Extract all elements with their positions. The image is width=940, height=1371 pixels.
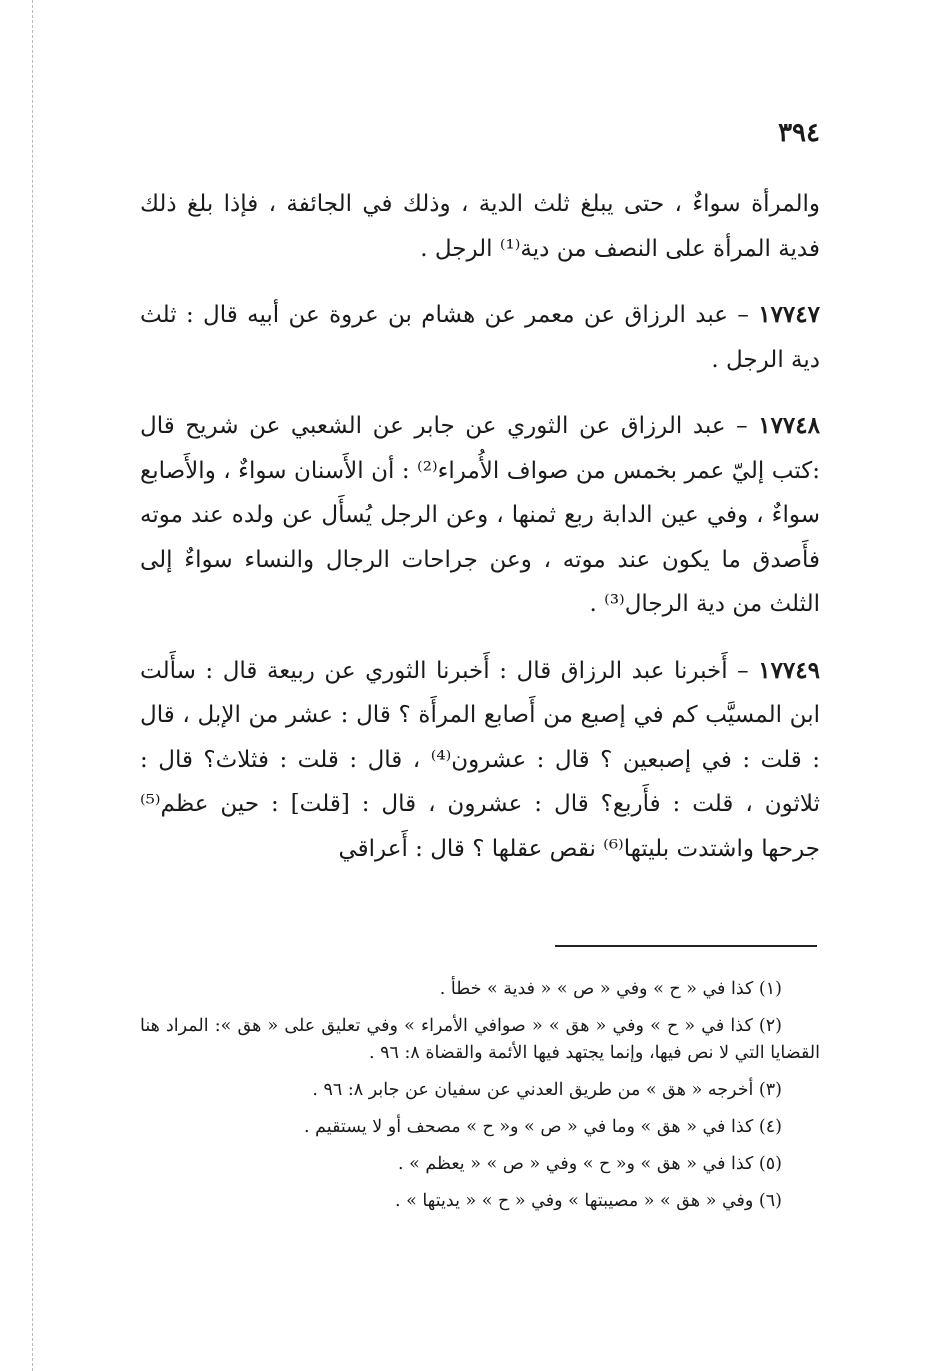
paragraph: [140, 649, 820, 872]
paragraph-text: – عبد الرزاق عن معمر عن هشام بن عروة عن أبيه قال : ثلث دية الرجل .: [140, 302, 820, 373]
paragraph: [140, 404, 820, 627]
footnotes: [140, 976, 820, 1225]
hadith-number: ١٧٧٤٩: [758, 656, 820, 684]
scan-edge-line: [32, 0, 33, 1371]
paragraph: [140, 182, 820, 271]
hadith-number: ١٧٧٤٨: [758, 412, 820, 439]
page-number: ٣٩٤: [778, 118, 820, 148]
footnote-divider: [555, 945, 817, 947]
footnote: (٥) كذا في « هق » و« ح » وفي « ص » « يعظم » .: [397, 1154, 782, 1174]
paragraph-text: – عبد الرزاق عن الثوري عن جابر عن الشعبي عن شريح قال :كتب إليّ عمر بخمس من صواف الأُمراء⁽²⁾ : أن الأَسنان سواءٌ ، والأَصابع سواءٌ ، وفي عين الدابة ربع ثمنها ، وعن الرجل يُسأَل عن ولده عند موته فأَصدق ما يكون عند موته ، وعن جراحات الرجال والنساء سواءٌ إلى الثلث من دية الرجال⁽³⁾ .: [140, 413, 821, 617]
paragraph: [140, 293, 820, 382]
paragraph-text: والمرأة سواءٌ ، حتى يبلغ ثلث الدية ، وذلك في الجائفة ، فإذا بلغ ذلك فدية المرأة على النصف من دية⁽¹⁾ الرجل .: [140, 191, 820, 262]
footnote: (١) كذا في « ح » وفي « ص » « فدية » خطأ .: [439, 979, 782, 999]
footnote: (٢) كذا في « ح » وفي « هق » « صوافي الأمراء » وفي تعليق على « هق »: المراد هنا القضايا التي لا نص فيها، وإنما يجتهد فيها الأئمة والقضاة ٨: ٩٦ .: [140, 1016, 820, 1063]
hadith-number: ١٧٧٤٧: [758, 301, 820, 328]
footnote: (٤) كذا في « هق » وما في « ص » و« ح » مصحف أو لا يستقيم .: [304, 1117, 782, 1137]
footnote: (٦) وفي « هق » « مصيبتها » وفي « ح » « يديتها » .: [394, 1191, 782, 1211]
paragraph-text: – أَخبرنا عبد الرزاق قال : أَخبرنا الثوري عن ربيعة قال : سأَلت ابن المسيَّب كم في إصبع من أَصابع المرأَة ؟ قال : عشر من الإبل ، قال : قلت : في إصبعين ؟ قال : عشرون⁽⁴⁾ ، قال : قلت : فثلاث؟ قال : ثلاثون ، قلت : فأَربع؟ قال : عشرون ، قال : [قلت] : حين عظم⁽⁵⁾ جرحها واشتدت بليتها⁽⁶⁾ نقص عقلها ؟ قال : أَعراقي: [140, 657, 820, 862]
main-text: [140, 182, 820, 893]
footnote: (٣) أخرجه « هق » من طريق العدني عن سفيان عن جابر ٨: ٩٦ .: [312, 1080, 782, 1100]
